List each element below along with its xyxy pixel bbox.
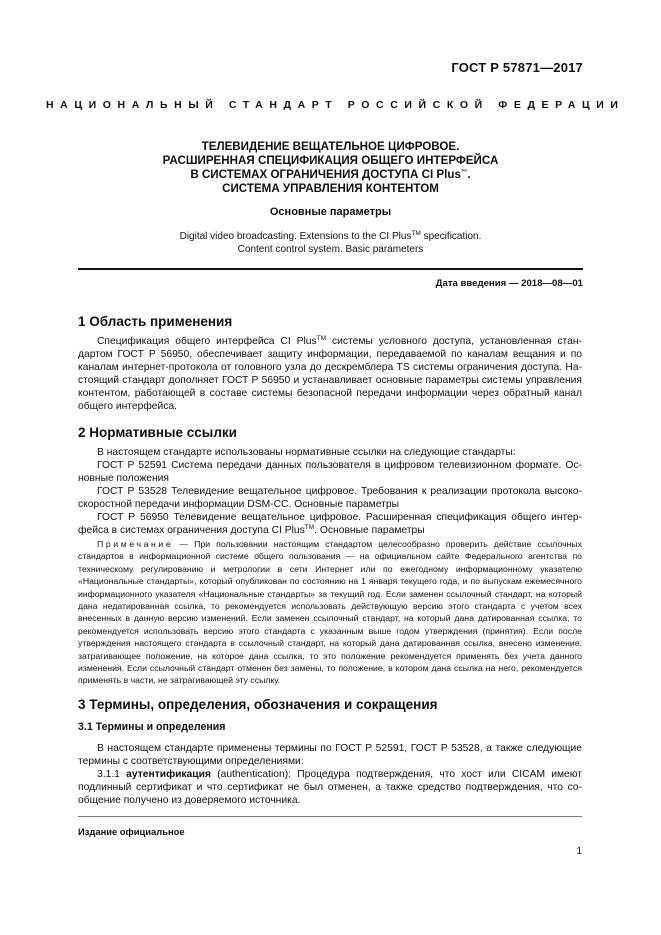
section-1-paragraph: Спецификация общего интерфейса CI Plus™ системы условного доступа, установленная стандартом ГОСТ Р 56950, обеспечивает защиту информации, передаваемой по каналам вещания и по каналам интернет-протокола от головного узла до дескремблера TS системы ограничения доступа. Настоящий стандарт дополняет ГОСТ Р 56950 и устанавливает основные параметры системы управления контентом, работающей в составе системы безопасной передачи информации через обратный канал общего интерфейса.	[78, 335, 582, 412]
title-divider	[78, 268, 583, 270]
title-line-2: РАСШИРЕННАЯ СПЕЦИФИКАЦИЯ ОБЩЕГО ИНТЕРФЕЙСА	[162, 154, 499, 167]
introduction-date: Дата введения — 2018—08—01	[435, 278, 583, 289]
english-title-line-2: Content control system. Basic parameters	[237, 244, 424, 255]
official-edition-label: Издание официальное	[78, 826, 185, 837]
footer-divider	[78, 816, 582, 817]
english-title	[78, 230, 583, 256]
title-line-3: В СИСТЕМАХ ОГРАНИЧЕНИЯ ДОСТУПА CI Plus™.	[190, 168, 471, 181]
document-subtitle: Основные параметры	[269, 206, 392, 218]
note-label: Примечание	[97, 539, 174, 549]
references-intro: В настоящем стандарте использованы нормативные ссылки на следующие стандарты:	[97, 447, 516, 458]
section-3-text	[78, 742, 582, 807]
section-2-text	[78, 446, 582, 537]
terms-intro: В настоящем стандарте применены термины по ГОСТ Р 52591, ГОСТ Р 53528, а также следующие термины с соответствующими определениями:	[78, 743, 582, 767]
document-code: ГОСТ Р 57871—2017	[451, 60, 583, 75]
english-title-line-1: Digital video broadcasting. Extensions to the CI Plus™ specification.	[179, 230, 482, 242]
section-2-note	[78, 538, 582, 687]
page-number: 1	[576, 846, 582, 857]
section-1-text	[78, 335, 582, 413]
term-3-1-1: 3.1.1 аутентификация (authentication): Процедура подтверждения, что хост или CICAM имеют подлинный сертификат и что сертификат не был отменен, а также средство подтверждения, что сообщение получено из доверяемого источника.	[78, 769, 582, 806]
reference-gost-52591: ГОСТ Р 52591 Система передачи данных пользователя в цифровом телевизионном формате. Основные положения	[78, 460, 582, 484]
title-line-1: ТЕЛЕВИДЕНИЕ ВЕЩАТЕЛЬНОЕ ЦИФРОВОЕ.	[201, 140, 460, 153]
term-name: аутентификация	[126, 769, 211, 780]
title-line-4: СИСТЕМА УПРАВЛЕНИЯ КОНТЕНТОМ	[222, 182, 439, 195]
reference-gost-53528: ГОСТ Р 53528 Телевидение вещательное цифровое. Требования к реализации протокола высокоскоростной передачи информации DSM-CC. Основные параметры	[78, 486, 582, 510]
subsection-3-1-heading: 3.1 Термины и определения	[78, 721, 226, 733]
standard-type-title: НАЦИОНАЛЬНЫЙ СТАНДАРТ РОССИЙСКОЙ ФЕДЕРАЦИИ	[46, 99, 625, 111]
document-title	[78, 140, 583, 196]
reference-gost-56950: ГОСТ Р 56950 Телевидение вещательное цифровое. Расширенная спецификация общего интерфейса в системах ограничения доступа CI Plus™. Основные параметры	[78, 512, 582, 536]
note-paragraph: Примечание — При пользовании настоящим стандартом целесообразно проверить действие ссылочных стандартов в информационной системе общего пользования — на официальном сайте Федерального агентства по техническому регулированию и метрологии в сети Интернет или по ежегодному информационному указателю «Национальные стандарты», который опубликован по состоянию на 1 января текущего года, и по выпускам ежемесячного информационного указателя «Национальные стандарты» за текущий год. Если заменен ссылочный стандарт, на который дана недатированная ссылка, то рекомендуется использовать действующую версию этого стандарта с учетом всех внесенных в данную версию изменений. Если заменен ссылочный стандарт, на который дана датированная ссылка, то рекомендуется использовать версию этого стандарта с указанным выше годом утверждения (принятия). Если после утверждения настоящего стандарта в ссылочный стандарт, на который дана датированная ссылка, внесено изменение, затрагивающее положение, на которое дана ссылка, то это положение рекомендуется применять без учета данного изменения. Если ссылочный стандарт отменен без замены, то положение, в котором дана ссылка на него, рекомендуется применять в части, не затрагивающей эту ссылку.	[78, 539, 582, 686]
section-3-heading: 3 Термины, определения, обозначения и сокращения	[78, 697, 438, 712]
section-1-heading: 1 Область применения	[78, 314, 233, 329]
section-2-heading: 2 Нормативные ссылки	[78, 425, 237, 440]
